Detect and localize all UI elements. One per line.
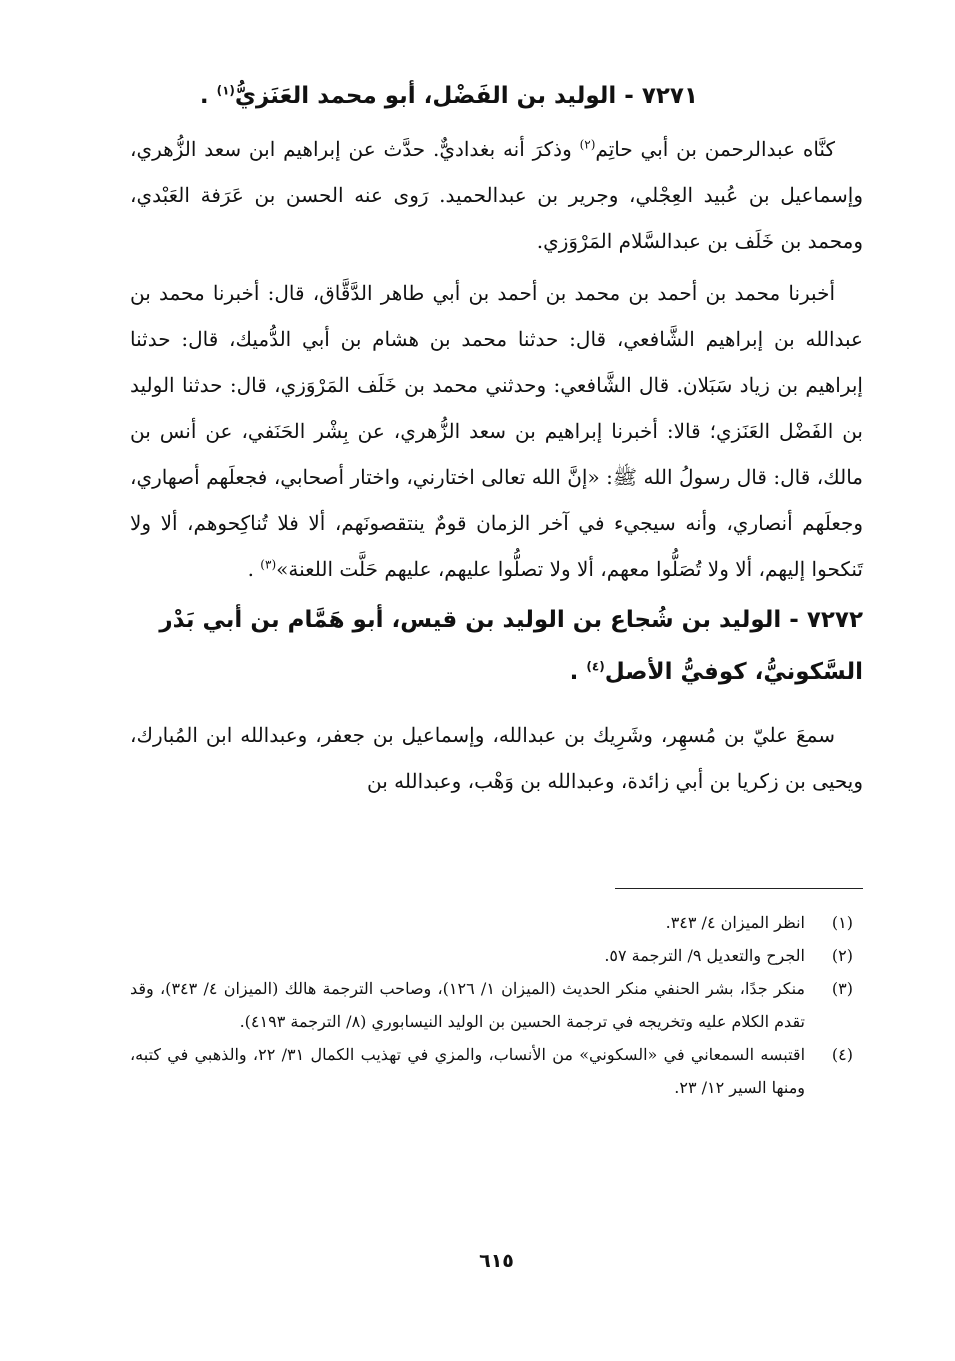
entry-7272-heading-end: . [569,659,587,685]
entry-7271-biography [130,126,863,264]
footnote-ref-3: (٣) [260,557,277,572]
entry-7271-bio-rest: وذكرَ أنه بغداديٌّ. حدَّث عن إبراهيم ابن سعد الزُّهري، وإسماعيل بن عُبيد العِجْلي، وجرير بن عبدالحميد. رَوى عنه الحسن بن عَرَفة العَبْدي، ومحمد بن خَلَف بن عبدالسَّلام المَرْوَزي. [130,137,863,253]
entry-7271-heading [130,70,863,122]
footnote-separator [615,888,863,889]
entry-7271-heading-end: . [199,83,217,109]
footnote-number: (٤) [831,1045,853,1064]
entry-7271-hadith-end: . [247,557,261,581]
footnote-text: منكر جدًا، بشر الحنفي منكر الحديث (الميزان ١/ ١٢٦)، وصاحب الترجمة هالك (الميزان ٤/ ٣٤٣)، وقد تقدم الكلام عليه وتخريجه في ترجمة الحسين بن الوليد النيسابوري (٨/ الترجمة ٤١٩٣). [130,979,805,1031]
footnote-text: اقتبسه السمعاني في «السكوني» من الأنساب، والمزي في تهذيب الكمال ٣١/ ٢٢، والذهبي في كتبه، ومنها السير ١٢/ ٢٣. [130,1045,806,1097]
entry-7271-heading-text: ٧٢٧١ - الوليد بن الفَضْل، أبو محمد العَنَزيُّ [234,83,698,109]
footnote-text: انظر الميزان ٤/ ٣٤٣. [665,913,805,932]
footnotes [130,906,863,1104]
entry-7271-bio-start: كنَّاه عبدالرحمن بن أبي حاتِم [595,137,835,161]
entry-7272-biography: سمعَ عليّ بن مُسهِر، وشَرِيك بن عبدالله، وإسماعيل بن جعفر، وعبدالله ابن المُبارك، ويحيى بن زكريا بن أبي زائدة، وعبدالله بن وَهْب، وعبدالله بن [130,723,863,793]
footnote-number: (٣) [831,979,853,998]
footnote-2 [130,939,863,972]
footnote-ref-2: (٢) [579,137,596,152]
footnote-ref-1: (١) [216,83,235,98]
footnote-3 [130,972,863,1038]
entry-7271-hadith-text: أخبرنا محمد بن أحمد بن محمد بن أحمد بن أبي طاهر الدَّقَّاق، قال: أخبرنا محمد بن عبدالله بن إبراهيم الشَّافعي، قال: حدثنا محمد بن هشام بن أبي الدُّميك، قال: حدثنا إبراهيم بن زياد سَبَلان. قال الشَّافعي: وحدثني محمد بن خَلَف المَرْوَزي، قال: حدثنا الوليد بن الفَضْل العَنَزي؛ قالا: أخبرنا إبراهيم بن سعد الزُّهري، عن بِشْر الحَنَفي، عن أنس بن مالك، قال: قال رسولُ الله ﷺ: «إنَّ الله تعالى اختارني، واختار أصحابي، فجعلَهم أصهاري، وجعلَهم أنصاري، وأنه سيجيء في آخر الزمان قومٌ ينتقصونَهم، ألا فلا تُناكِحوهم، ألا ولا تَنكحوا إليهم، ألا ولا تُصَلُّوا معهم، ألا ولا تصلُّوا عليهم، عليهم حَلَّت اللعنة» [130,281,863,581]
entry-7272-heading [130,594,863,698]
footnote-number: (٢) [831,946,853,965]
entry-7271-hadith [130,270,863,592]
footnote-1 [130,906,863,939]
footnote-text: الجرح والتعديل ٩/ الترجمة ٥٧. [604,946,805,965]
book-page [130,70,863,1361]
entry-7272-heading-text: ٧٢٧٢ - الوليد بن شُجاع بن الوليد بن قيس، أبو هَمَّام بن أبي بَدْر السَّكونيُّ، كوفيُّ الأصل [159,607,863,685]
footnote-4 [130,1038,863,1104]
page-number: ٦١٥ [479,1250,514,1272]
footnote-ref-4: (٤) [586,659,605,674]
footnote-number: (١) [831,913,853,932]
